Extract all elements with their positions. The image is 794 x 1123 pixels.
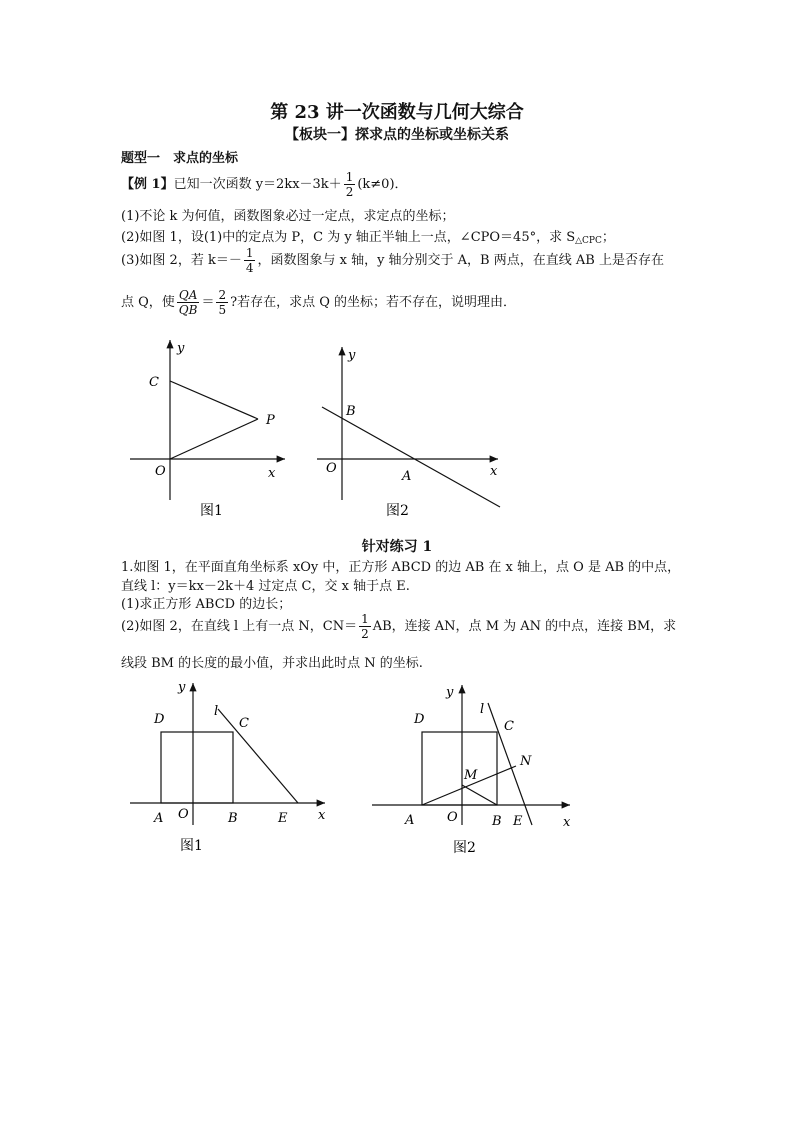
fraction-half-ab: $\frac{1}{2}$	[361, 612, 369, 641]
label-c: C	[239, 716, 249, 731]
question-3-line2: 点 Q，使 $\frac{QA}{QB}$ ＝ $\frac{2}{5}$ ?若存在，求点 Q 的坐标；若不存在，说明理由．	[121, 288, 517, 317]
section-heading: 题型一 求点的坐标	[121, 151, 239, 166]
page-title: 第 23 讲一次函数与几何大综合	[270, 102, 524, 123]
label-y: y	[348, 348, 356, 363]
fraction-two-fifths: $\frac{2}{5}$	[218, 288, 227, 317]
fraction-half: $\frac{1}{2}$	[345, 170, 354, 199]
square-abcd	[422, 732, 497, 805]
example-intro-tail: (k≠0)．	[357, 177, 408, 192]
segment-op	[170, 419, 258, 459]
question-2: (2)如图 1，设(1)中的定点为 P，C 为 y 轴正半轴上一点，∠CPO＝45°，求 $S_{\triangle CPC}$；	[121, 230, 615, 246]
practice-line1: 1.如图 1，在平面直角坐标系 xOy 中，正方形 ABCD 的边 AB 在 x 轴上，点 O 是 AB 的中点，	[121, 560, 681, 575]
label-l: l	[214, 704, 219, 719]
label-d: D	[414, 712, 425, 727]
block-subtitle: 【板块一】探求点的坐标或坐标关系	[285, 127, 509, 143]
label-c: C	[149, 375, 159, 390]
label-a: A	[402, 469, 412, 484]
square-abcd	[161, 732, 233, 803]
question-1: (1)不论 k 为何值，函数图象必过一定点，求定点的坐标；	[121, 209, 455, 224]
label-o: O	[447, 810, 458, 825]
label-n: N	[520, 754, 532, 769]
label-b: B	[346, 404, 356, 419]
practice-q1: (1)求正方形 ABCD 的边长；	[121, 597, 292, 612]
label-e: E	[513, 814, 523, 829]
figure-1	[130, 680, 326, 854]
line-l	[218, 709, 298, 803]
example-intro: 已知一次函数 y＝2kx－3k＋	[173, 177, 342, 192]
practice-heading: 针对练习 1	[361, 539, 433, 555]
label-a: A	[405, 813, 415, 828]
label-b: B	[492, 814, 502, 829]
fraction-quarter: $\frac{1}{4}$	[245, 246, 254, 275]
caption-fig1: 图1	[180, 838, 203, 854]
figure-1	[130, 340, 285, 519]
practice-q2-line1: (2)如图 2，在直线 l 上有一点 N，CN＝ $\frac{1}{2}$ AB，连接 AN，点 M 为 AN 的中点，连接 BM，求	[121, 612, 677, 641]
example-label: 【例 1】	[121, 177, 174, 192]
label-y: y	[177, 341, 185, 356]
caption-fig1: 图1	[200, 503, 223, 519]
example1-statement	[121, 170, 408, 199]
label-x: x	[268, 466, 276, 481]
caption-fig2: 图2	[453, 840, 476, 856]
figure-2	[317, 347, 500, 519]
label-m: M	[464, 768, 478, 783]
label-c: C	[504, 719, 514, 734]
practice-line2: 直线 l：y＝kx－2k＋4 过定点 C，交 x 轴于点 E.	[121, 579, 410, 594]
practice-figures	[120, 675, 590, 865]
label-y: y	[446, 685, 454, 700]
label-o: O	[155, 464, 166, 479]
label-a: A	[154, 811, 164, 826]
segment-cp	[170, 381, 258, 419]
label-x: x	[490, 464, 498, 479]
segment-bm	[462, 785, 497, 805]
label-x: x	[318, 808, 326, 823]
label-y: y	[178, 680, 186, 695]
figure-2	[372, 685, 571, 856]
question-3-line1: (3)如图 2，若 k＝－ $\frac{1}{4}$ ，函数图象与 x 轴，y 轴分别交于 A，B 两点，在直线 AB 上是否存在	[121, 246, 664, 275]
label-l: l	[480, 702, 485, 717]
label-o: O	[326, 461, 337, 476]
label-x: x	[563, 815, 571, 830]
example1-figures	[120, 335, 520, 525]
fraction-qa-qb: $\frac{QA}{QB}$	[178, 288, 198, 317]
label-o: O	[178, 807, 189, 822]
caption-fig2: 图2	[386, 503, 409, 519]
label-d: D	[154, 712, 165, 727]
line-ab	[322, 407, 500, 507]
label-b: B	[228, 811, 238, 826]
practice-q2-line2: 线段 BM 的长度的最小值，并求出此时点 N 的坐标.	[121, 656, 423, 671]
label-e: E	[278, 811, 288, 826]
label-p: P	[266, 413, 275, 428]
